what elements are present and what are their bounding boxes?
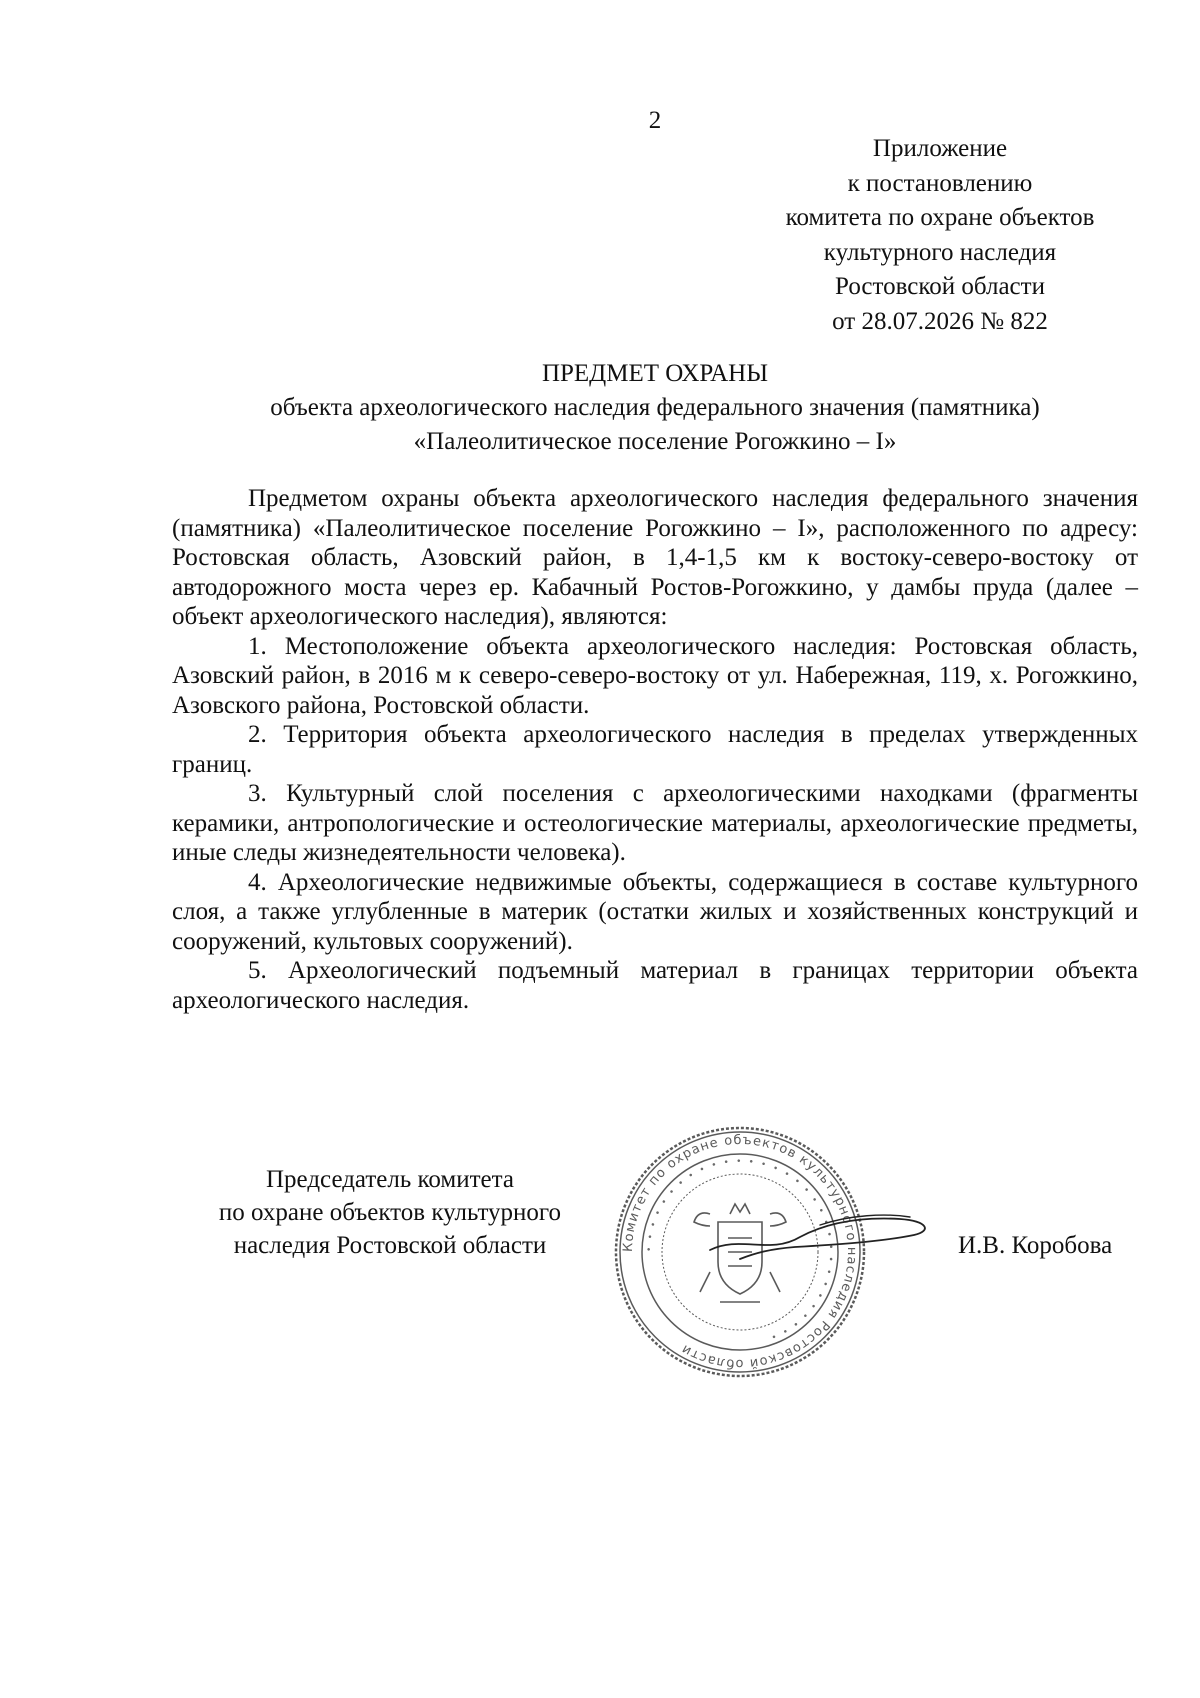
appendix-line: Ростовской области xyxy=(835,273,1045,301)
title-heading: ПРЕДМЕТ ОХРАНЫ xyxy=(541,360,769,387)
handwritten-signature xyxy=(700,1195,940,1275)
list-item: 3. Культурный слой поселения с археологическими находками (фрагменты керамики, антропологические и остеологические материалы, археологические предметы, иные следы жизнедеятельности человека). xyxy=(172,780,1138,866)
list-item: 4. Археологические недвижимые объекты, содержащиеся в составе культурного слоя, а также углубленные в материк (остатки жилых и хозяйственных конструкций и сооружений, культовых сооружений). xyxy=(172,868,1138,955)
list-item: 2. Территория объекта археологического наследия в пределах утвержденных границ. xyxy=(172,721,1138,778)
intro-paragraph: Предметом охраны объекта археологического наследия федерального значения (памятника) «Палеолитическое поселение Рогожкино – I», расположенного по адресу: Ростовская область, Азовский район, в 1,4-1,5 км к востоку-северо-востоку от автодорожного моста через ер. Кабачный Ростов-Рогожкино, у дамбы пруда (далее – объект археологического наследия), являются: xyxy=(172,485,1138,630)
signatory-position-line: Председатель комитета xyxy=(266,1166,514,1193)
document-title xyxy=(170,357,1140,459)
svg-text:• • • • • • • • • • • • • • •: • • • • • • • • • • • • • • • • • • • • • • • • • • • • • • • • xyxy=(644,1156,836,1342)
appendix-line: комитета по охране объектов xyxy=(785,204,1095,232)
page-number: 2 xyxy=(648,107,662,134)
signatory-position xyxy=(170,1163,610,1262)
signatory-position-line: по охране объектов культурного xyxy=(218,1199,562,1226)
document-body xyxy=(172,484,1138,1015)
stamp-outer-text: Комитет по охране объектов культурного наследия Ростовской области xyxy=(620,1132,860,1372)
signatory-position-line: наследия Ростовской области xyxy=(233,1232,547,1259)
title-subtitle: объекта археологического наследия федерального значения (памятника) xyxy=(270,394,1040,421)
title-object-name: «Палеолитическое поселение Рогожкино – I» xyxy=(413,428,897,455)
list-item: 5. Археологический подъемный материал в границах территории объекта археологического наследия. xyxy=(172,957,1138,1014)
appendix-block xyxy=(760,132,1120,340)
appendix-line: культурного наследия xyxy=(823,238,1057,266)
appendix-line: Приложение xyxy=(872,135,1008,162)
appendix-line: к постановлению xyxy=(847,169,1033,197)
appendix-line: от 28.07.2026 № 822 xyxy=(832,307,1048,335)
list-item: 1. Местоположение объекта археологического наследия: Ростовская область, Азовский район, в 2016 м к северо-северо-востоку от ул. Набережная, 119, х. Рогожкино, Азовского района, Ростовской области. xyxy=(172,632,1138,719)
signer-name: И.В. Коробова xyxy=(958,1232,1113,1259)
